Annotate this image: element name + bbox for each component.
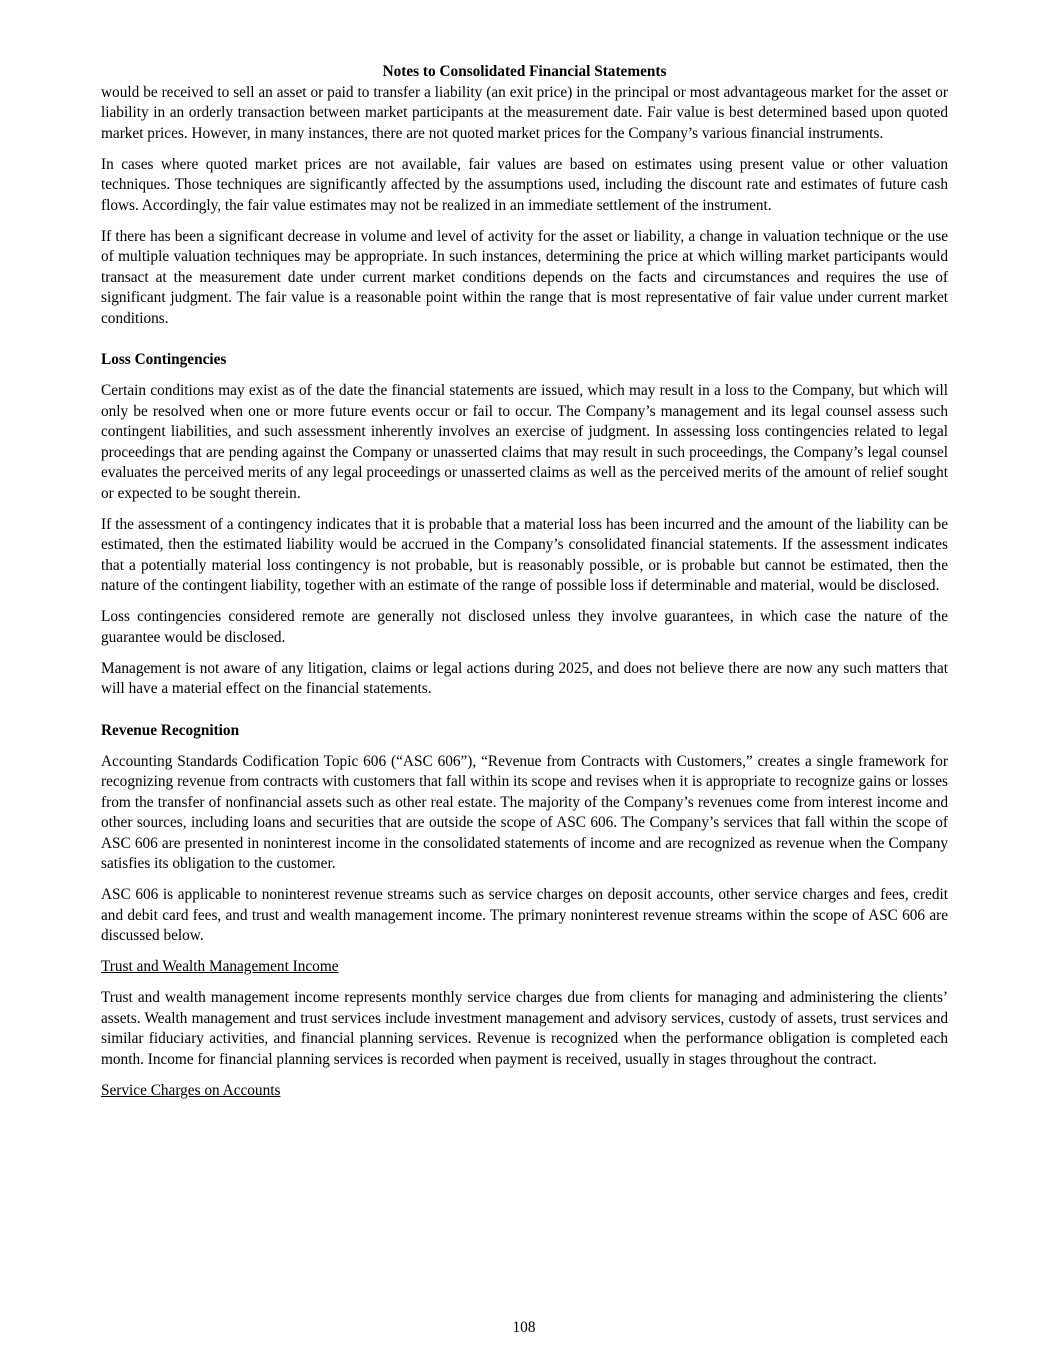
fair-value-paragraph-2: In cases where quoted market prices are not available, fair values are based on estimates using present value or other valuation techniques. Those techniques are significantly affected by the assumptions used, including the discount rate and estimates of future cash flows. Accordingly, the fair value estimates may not be realized in an immediate settlement of the instrument. [101,155,948,214]
loss-contingencies-paragraph-4: Management is not aware of any litigation, claims or legal actions during 2025, and does not believe there are now any such matters that will have a material effect on the financial statements. [101,659,948,697]
trust-wealth-paragraph: Trust and wealth management income represents monthly service charges due from clients for managing and administering the clients’ assets. Wealth management and trust services include investment management and advisory services, custody of assets, trust services and similar fiduciary activities, and financial planning services. Revenue is recognized when the performance obligation is completed each month. Income for financial planning services is recorded when payment is received, usually in stages throughout the contract. [101,989,948,1068]
document-title: Notes to Consolidated Financial Statements [382,63,667,80]
revenue-recognition-section [101,721,948,1102]
fair-value-section [101,83,948,330]
document-page [101,62,948,1112]
revenue-recognition-heading: Revenue Recognition [101,721,240,739]
fair-value-paragraph-3: If there has been a significant decrease in volume and level of activity for the asset or liability, a change in valuation technique or the use of multiple valuation techniques may be appropriate. In such instances, determining the price at which willing market participants would transact at the measurement date under current market conditions depends on the facts and circumstances and requires the use of significant judgment. The fair value is a reasonable point within the range that is most representative of fair value under current market conditions. [101,227,948,327]
loss-contingencies-paragraph-3: Loss contingencies considered remote are generally not disclosed unless they involve guarantees, in which case the nature of the guarantee would be disclosed. [101,608,948,646]
page-number: 108 [512,1319,536,1336]
fair-value-paragraph-1: would be received to sell an asset or paid to transfer a liability (an exit price) in the principal or most advantageous market for the asset or liability in an orderly transaction between market participants at the measurement date. Fair value is best determined based upon quoted market prices. However, in many instances, there are not quoted market prices for the Company’s various financial instruments. [101,83,948,142]
service-charges-subheading: Service Charges on Accounts [101,1081,281,1099]
revenue-recognition-paragraph-1: Accounting Standards Codification Topic 606 (“ASC 606”), “Revenue from Contracts with Customers,” creates a single framework for recognizing revenue from contracts with customers that fall within its scope and revises when it is appropriate to recognize gains or losses from the transfer of nonfinancial assets such as other real estate. The majority of the Company’s revenues come from interest income and other sources, including loans and securities that are outside the scope of ASC 606. The Company’s services that fall within the scope of ASC 606 are presented in noninterest income in the consolidated statements of income and are recognized as revenue when the Company satisfies its obligation to the customer. [101,752,948,872]
loss-contingencies-paragraph-1: Certain conditions may exist as of the date the financial statements are issued, which may result in a loss to the Company, but which will only be resolved when one or more future events occur or fail to occur. The Company’s management and its legal counsel assess such contingent liabilities, and such assessment inherently involves an exercise of judgment. In assessing loss contingencies related to legal proceedings that are pending against the Company or unasserted claims that may result in such proceedings, the Company’s legal counsel evaluates the perceived merits of any legal proceedings or unasserted claims as well as the perceived merits of the amount of relief sought or expected to be sought therein. [101,382,948,502]
loss-contingencies-heading: Loss Contingencies [101,351,227,368]
trust-wealth-subheading: Trust and Wealth Management Income [101,958,339,975]
revenue-recognition-paragraph-2: ASC 606 is applicable to noninterest revenue streams such as service charges on deposit accounts, other service charges and fees, credit and debit card fees, and trust and wealth management income. The primary noninterest revenue streams within the scope of ASC 606 are discussed below. [101,886,948,944]
loss-contingencies-section [101,350,948,700]
loss-contingencies-paragraph-2: If the assessment of a contingency indicates that it is probable that a material loss has been incurred and the amount of the liability can be estimated, then the estimated liability would be accrued in the Company’s consolidated financial statements. If the assessment indicates that a potentially material loss contingency is not probable, but is reasonably possible, or is probable but cannot be estimated, then the nature of the contingent liability, together with an estimate of the range of possible loss if determinable and material, would be disclosed. [101,515,948,594]
